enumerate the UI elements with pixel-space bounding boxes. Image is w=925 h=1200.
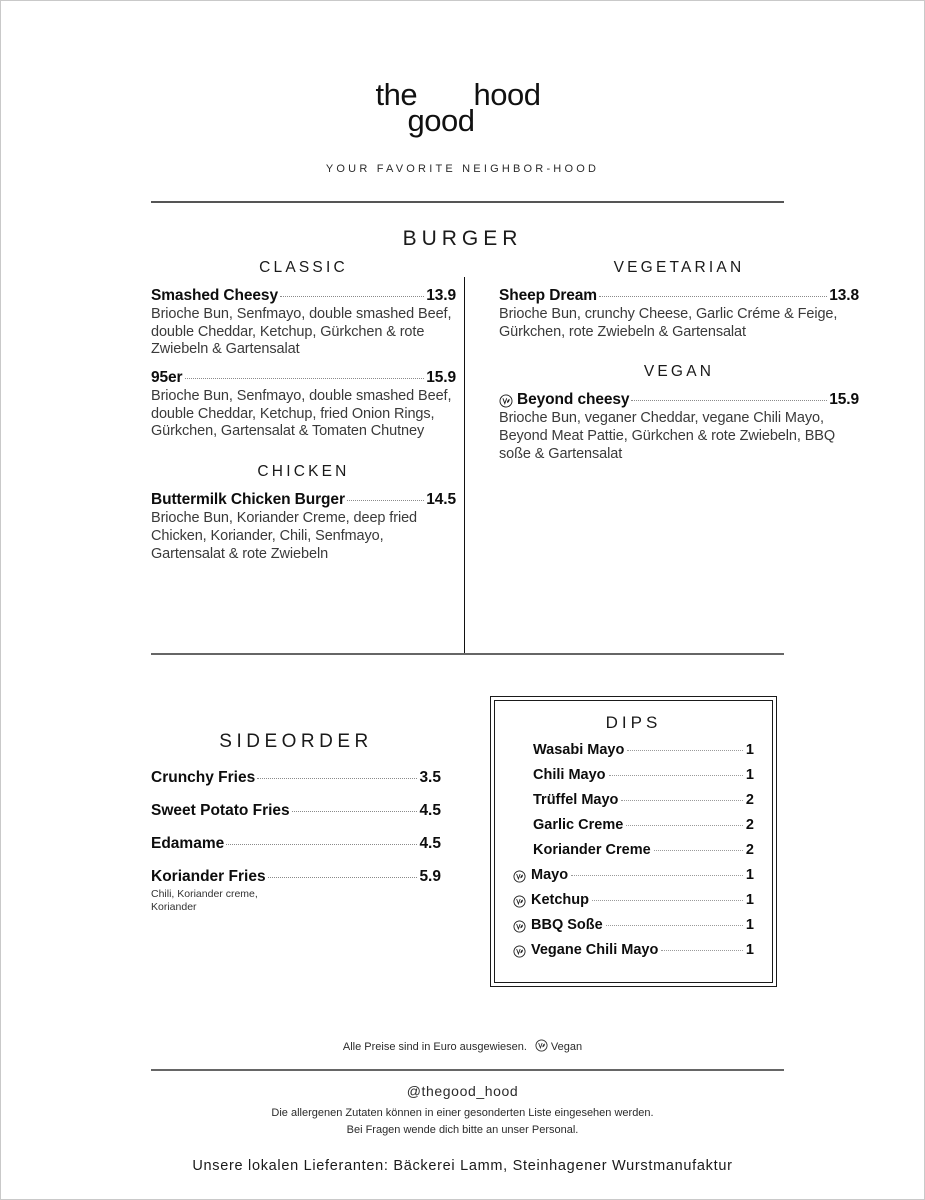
- menu-item-name: Sheep Dream: [499, 287, 597, 304]
- logo-word-hood: hood: [473, 77, 541, 112]
- vegetarian-item-list: [499, 287, 859, 341]
- menu-item-description: Brioche Bun, Senfmayo, double smashed Beef, double Cheddar, Ketchup, Gürkchen & rote Zwiebeln & Gartensalat: [151, 306, 452, 358]
- logo-word-the: the: [375, 77, 418, 112]
- section-title-sideorder: SIDEORDER: [219, 731, 373, 752]
- dot-leader: [654, 850, 743, 851]
- menu-item[interactable]: [151, 369, 456, 441]
- menu-item-line: [151, 287, 456, 305]
- sideorder-item-price: 4.5: [419, 835, 441, 852]
- dot-leader: [606, 925, 743, 926]
- divider-middle: [151, 653, 784, 655]
- menu-item-line: [151, 491, 456, 509]
- menu-item-name: Smashed Cheesy: [151, 287, 278, 304]
- vegan-badge-icon: [513, 895, 526, 908]
- dot-leader: [268, 877, 418, 878]
- menu-item-description: Brioche Bun, Koriander Creme, deep fried Chicken, Koriander, Chili, Senfmayo, Gartensalat & rote Zwiebeln: [151, 510, 418, 562]
- menu-item-price: 14.5: [426, 491, 456, 509]
- burger-column-right: [499, 259, 859, 463]
- dot-leader: [185, 378, 425, 379]
- dips-item[interactable]: [513, 817, 754, 833]
- divider-footer: [151, 1069, 784, 1071]
- sideorder-item-name: Sweet Potato Fries: [151, 802, 290, 819]
- euro-price-note: [1, 1039, 924, 1053]
- dot-leader: [592, 900, 743, 901]
- sideorder-item-price: 4.5: [419, 802, 441, 819]
- sideorder-item[interactable]: [151, 769, 441, 787]
- logo-word-good: good: [407, 103, 475, 138]
- sideorder-item[interactable]: [151, 802, 441, 820]
- menu-item[interactable]: [151, 491, 456, 563]
- brand-tagline: YOUR FAVORITE NEIGHBOR-HOOD: [325, 163, 600, 175]
- vegan-legend-label: Vegan: [550, 1041, 583, 1053]
- menu-item[interactable]: [151, 287, 456, 359]
- subsection-title-vegetarian: VEGETARIAN: [613, 259, 745, 276]
- menu-item-price: 15.9: [829, 391, 859, 409]
- burger-column-left: [151, 259, 456, 563]
- brand-logo: [1, 79, 924, 141]
- dips-item[interactable]: [513, 942, 754, 958]
- menu-item-name: Buttermilk Chicken Burger: [151, 491, 345, 509]
- sideorder-item[interactable]: [151, 868, 441, 915]
- dot-leader: [626, 825, 743, 826]
- vegan-badge-icon: [535, 1039, 548, 1052]
- subsection-title-chicken: CHICKEN: [257, 463, 350, 481]
- sideorder-item-description: Chili, Koriander creme, Koriander: [151, 888, 258, 914]
- dips-item[interactable]: [513, 767, 754, 783]
- dips-item[interactable]: [513, 892, 754, 908]
- dips-item-name: Ketchup: [531, 892, 589, 908]
- dips-item[interactable]: [513, 742, 754, 758]
- dot-leader: [627, 750, 743, 751]
- subsection-title-vegan: VEGAN: [643, 363, 715, 381]
- dot-leader: [631, 400, 827, 401]
- dips-item-name: Koriander Creme: [533, 842, 651, 858]
- dot-leader: [571, 875, 743, 876]
- dips-item-name: BBQ Soße: [531, 917, 603, 933]
- sideorder-item-name: Crunchy Fries: [151, 769, 256, 786]
- menu-item-price: 13.8: [829, 287, 859, 304]
- menu-item[interactable]: [499, 391, 859, 463]
- menu-item-description: Brioche Bun, veganer Cheddar, vegane Chili Mayo, Beyond Meat Pattie, Gürkchen & rote Zwiebeln, BBQ soße & Gartensalat: [499, 410, 836, 462]
- local-suppliers-note: Unsere lokalen Lieferanten: Bäckerei Lamm, Steinhagener Wurstmanufaktur: [192, 1158, 733, 1174]
- dips-item-price: 1: [745, 942, 754, 958]
- classic-item-list: [151, 287, 456, 441]
- dips-item[interactable]: [513, 842, 754, 858]
- dips-item-price: 1: [745, 742, 754, 758]
- dips-item-name: Garlic Creme: [533, 817, 624, 833]
- dot-leader: [280, 296, 424, 297]
- menu-item-description: Brioche Bun, Senfmayo, double smashed Beef, double Cheddar, Ketchup, fried Onion Rings, Gürkchen, Gartensalat & Tomaten Chutney: [151, 388, 452, 440]
- dips-item-name: Wasabi Mayo: [533, 742, 625, 758]
- dips-item-name: Trüffel Mayo: [533, 792, 619, 808]
- dips-item-price: 1: [745, 767, 754, 783]
- dot-leader: [292, 811, 418, 812]
- dips-item-price: 1: [745, 867, 754, 883]
- menu-item-price: 15.9: [426, 369, 456, 387]
- menu-item-line: [499, 287, 859, 305]
- divider-top: [151, 201, 784, 203]
- dips-item-name: Mayo: [531, 867, 569, 883]
- section-title-burger: BURGER: [402, 227, 523, 250]
- dot-leader: [257, 778, 417, 779]
- menu-item-name: 95er: [151, 369, 183, 387]
- dot-leader: [621, 800, 743, 801]
- instagram-handle[interactable]: @thegood_hood: [406, 1083, 519, 1099]
- menu-item-line: [151, 369, 456, 387]
- dips-item-name: Vegane Chili Mayo: [531, 942, 659, 958]
- sideorder-item-name: Edamame: [151, 835, 225, 852]
- dot-leader: [599, 296, 827, 297]
- menu-item-price: 13.9: [426, 287, 456, 304]
- sideorder-section: [151, 731, 441, 930]
- sideorder-item-line: [151, 769, 441, 787]
- vegan-badge-icon: [513, 920, 526, 933]
- allergen-note: [1, 1105, 924, 1138]
- dips-item-price: 1: [745, 917, 754, 933]
- sideorder-item-name: Koriander Fries: [151, 868, 266, 885]
- dips-item-name: Chili Mayo: [533, 767, 606, 783]
- sideorder-item-list: [151, 769, 441, 915]
- dot-leader: [347, 500, 424, 501]
- dips-item[interactable]: [513, 917, 754, 933]
- dips-box: [490, 696, 777, 987]
- dips-item-price: 2: [745, 817, 754, 833]
- dot-leader: [226, 844, 417, 845]
- allergen-line-1: Die allergenen Zutaten können in einer gesonderten Liste eingesehen werden.: [271, 1107, 654, 1119]
- vegan-badge-icon: [513, 945, 526, 958]
- section-title-dips: DIPS: [605, 713, 662, 732]
- vegan-item-list: [499, 391, 859, 463]
- menu-item[interactable]: [499, 287, 859, 341]
- sideorder-item[interactable]: [151, 835, 441, 853]
- sideorder-item-price: 5.9: [419, 868, 441, 885]
- sideorder-item-price: 3.5: [419, 769, 441, 786]
- sideorder-item-line: [151, 802, 441, 820]
- menu-item-line: [499, 391, 859, 409]
- dot-leader: [609, 775, 743, 776]
- column-divider: [464, 277, 465, 654]
- sideorder-item-line: [151, 868, 441, 886]
- sideorder-item-line: [151, 835, 441, 853]
- chicken-item-list: [151, 491, 456, 563]
- dips-item[interactable]: [513, 867, 754, 883]
- allergen-line-2: Bei Fragen wende dich bitte an unser Personal.: [346, 1123, 579, 1136]
- dips-item-price: 2: [745, 792, 754, 808]
- subsection-title-classic: CLASSIC: [259, 259, 348, 276]
- vegan-badge-icon: [513, 870, 526, 883]
- menu-item-name: Beyond cheesy: [517, 391, 630, 409]
- dips-item-price: 1: [745, 892, 754, 908]
- menu-item-description: Brioche Bun, crunchy Cheese, Garlic Créme & Feige, Gürkchen, rote Zwiebeln & Gartensalat: [499, 306, 838, 340]
- dips-item[interactable]: [513, 792, 754, 808]
- dot-leader: [661, 950, 743, 951]
- vegan-badge-icon: [499, 394, 513, 408]
- euro-note-text: Alle Preise sind in Euro ausgewiesen.: [342, 1041, 527, 1053]
- dips-item-price: 2: [745, 842, 754, 858]
- dips-item-list: [513, 742, 754, 958]
